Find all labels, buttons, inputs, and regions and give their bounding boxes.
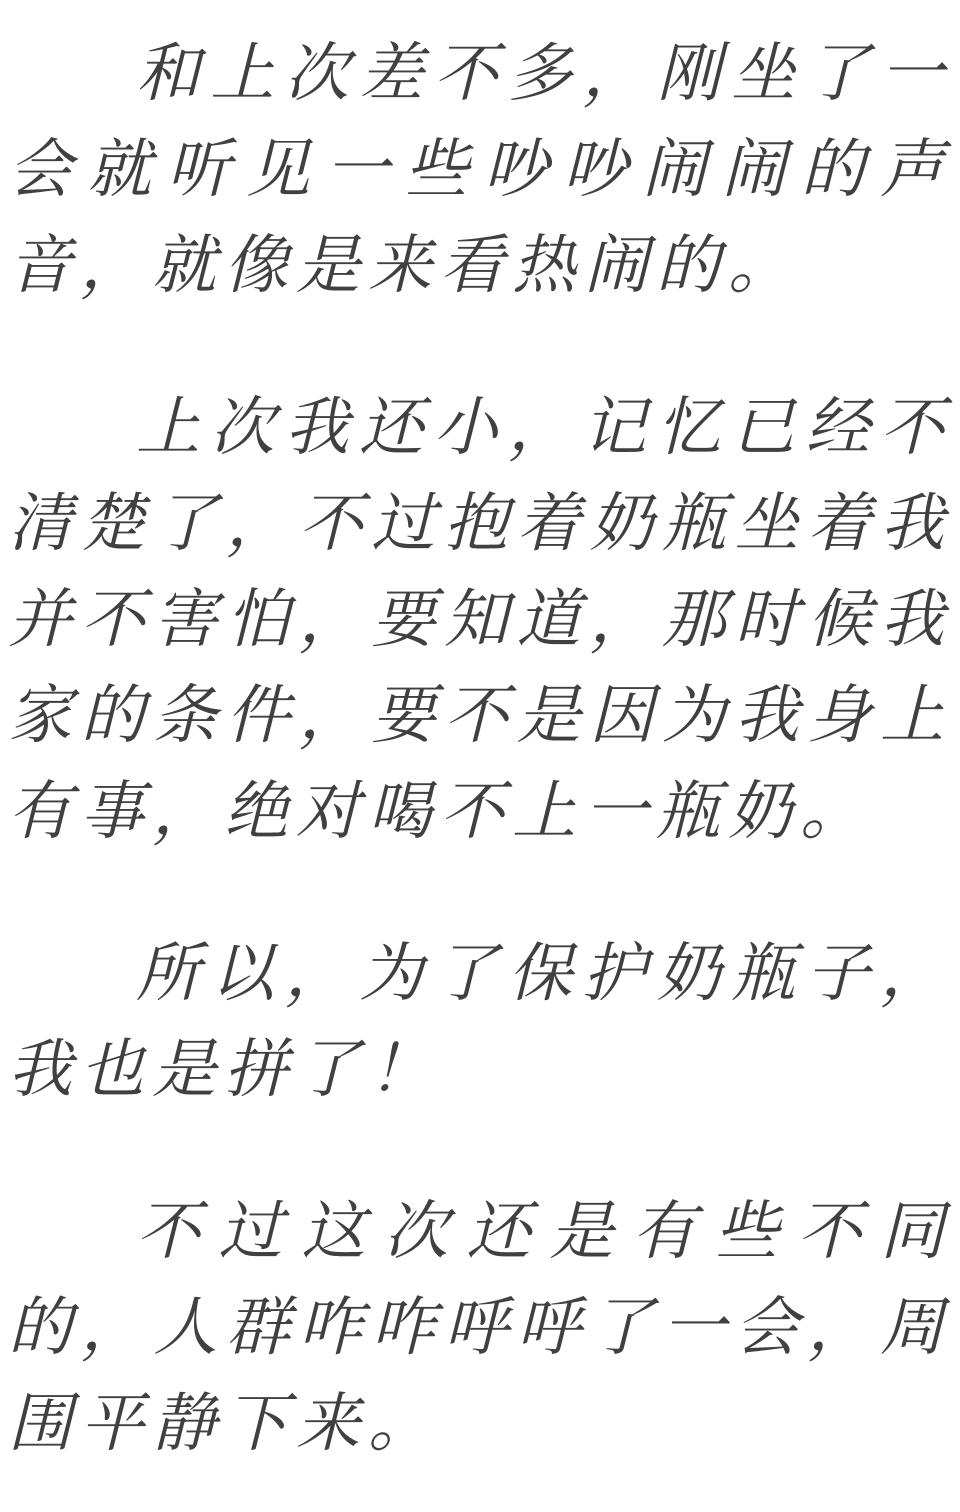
paragraph: 上次我还小，记忆已经不清楚了，不过抱着奶瓶坐着我并不害怕，要知道，那时候我家的条件，要不是因为我身上有事，绝对喝不上一瓶奶。	[8, 392, 952, 847]
paragraph: 不过这次还是有些不同的，人群咋咋呼呼了一会，周围平静下来。	[8, 1196, 952, 1459]
paragraph: 和上次差不多，刚坐了一会就听见一些吵吵闹闹的声音，就像是来看热闹的。	[8, 38, 952, 301]
paragraph: 所以，为了保护奶瓶子，我也是拼了！	[8, 938, 952, 1105]
